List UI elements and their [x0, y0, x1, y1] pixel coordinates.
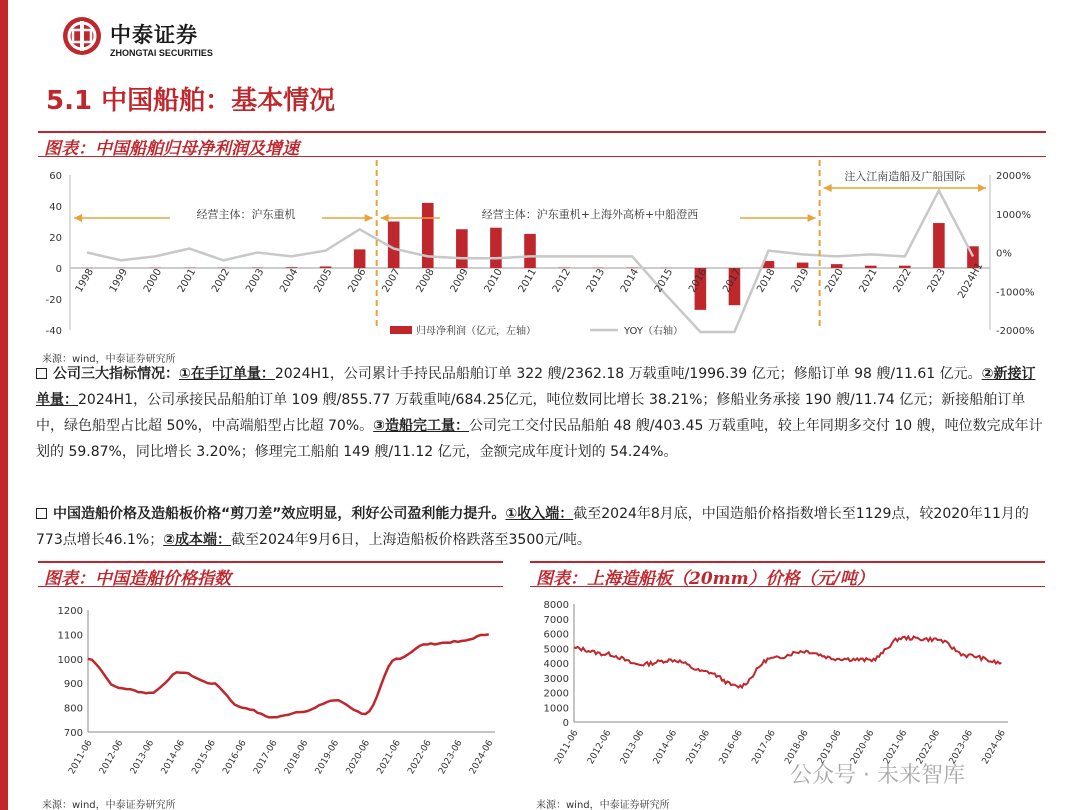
x-tick-label: 1999	[107, 266, 131, 295]
x-tick-label: 2022-06	[914, 728, 943, 767]
x-tick-label: 2013	[584, 266, 608, 295]
checkbox-icon	[36, 368, 47, 379]
x-tick-label: 2013-06	[618, 728, 647, 767]
p1-t1: 2024H1，公司累计手持民品船舶订单 322 艘/2362.18 万载重吨/1996.39 亿元；修船订单 98 艘/11.61 亿元。	[274, 366, 982, 382]
x-tick-label: 2020-06	[344, 738, 373, 777]
left-tick-label: 0	[55, 264, 62, 275]
x-tick-label: 2019-06	[816, 728, 844, 767]
x-tick-label: 2021-06	[881, 728, 910, 767]
x-tick-label: 2021	[857, 266, 880, 295]
y-tick-label: 1000	[543, 703, 569, 715]
p1-head: 公司三大指标情况：	[53, 366, 179, 382]
profit-bar	[524, 234, 536, 268]
x-tick-label: 2020-06	[849, 728, 877, 767]
x-tick-label: 2023-06	[437, 738, 465, 777]
x-tick-label: 2006	[346, 266, 369, 295]
p2-t2: 截至2024年9月6日，上海造船板价格跌落至3500元/吨。	[231, 532, 591, 548]
x-tick-label: 2009	[448, 266, 471, 295]
arrow-head	[365, 214, 373, 222]
x-tick-label: 1998	[73, 266, 96, 295]
profit-bar	[933, 223, 945, 268]
x-tick-label: 2012	[550, 266, 574, 295]
x-tick-label: 2020	[823, 266, 846, 295]
x-tick-label: 2014	[618, 266, 642, 295]
arrow-head	[808, 214, 816, 222]
p1-u1: ①在手订单量：	[179, 366, 275, 382]
x-tick-label: 2008	[414, 266, 437, 295]
legend-line-label: YOY（右轴）	[624, 326, 683, 337]
x-tick-label: 2001	[175, 266, 199, 295]
x-tick-label: 2018-06	[783, 728, 811, 767]
x-tick-label: 2012-06	[97, 738, 126, 777]
x-tick-label: 2010	[482, 266, 505, 295]
profit-bar	[422, 203, 434, 268]
profit-bar	[797, 263, 809, 268]
x-tick-label: 2018	[755, 266, 778, 295]
p1-t3: 公司完工交付民品船舶 48 艘/403.45 万载重吨，较上年同期多交付 10 艘，吨位数完成年计划的 59.87%，同比增长 3.20%；修理完工船舶 149 艘/11.12 亿元，金额完成年度计划的 54.24%。	[36, 418, 1043, 460]
y-tick-label: 2000	[543, 688, 569, 700]
x-tick-label: 2004	[278, 266, 301, 295]
profit-bar	[490, 228, 502, 268]
y-tick-label: 700	[63, 728, 83, 739]
right-tick-label: 1000%	[996, 209, 1031, 221]
y-tick-label: 800	[63, 703, 83, 715]
x-tick-label: 2017-06	[252, 738, 280, 777]
x-tick-label: 2017-06	[750, 728, 778, 767]
x-tick-label: 2018-06	[282, 738, 311, 777]
zhongtai-logo-icon	[62, 16, 102, 56]
x-tick-label: 2012-06	[586, 728, 614, 767]
p2-u1: ①收入端：	[505, 506, 574, 522]
p2-head: 中国造船价格及造船板价格“剪刀差”效应明显，利好公司盈利能力提升。	[53, 506, 506, 522]
chart2-source: 来源：wind，中泰证券研究所	[42, 800, 176, 810]
left-tick-label: 60	[49, 171, 62, 182]
x-tick-label: 2007	[380, 266, 403, 295]
x-tick-label: 2016	[687, 266, 710, 295]
x-tick-label: 2015	[653, 266, 676, 295]
x-tick-label: 2023-06	[947, 728, 976, 767]
x-tick-label: 2019	[789, 266, 812, 295]
x-tick-label: 2015-06	[684, 728, 713, 767]
page-title: 5.1 中国船舶：基本情况	[46, 86, 336, 116]
right-tick-label: -1000%	[996, 287, 1035, 299]
x-tick-label: 2024-06	[467, 738, 496, 777]
y-tick-label: 0	[562, 718, 569, 729]
paragraph-scissors-effect	[36, 501, 1046, 553]
x-tick-label: 2023	[925, 266, 948, 295]
x-tick-label: 2014-06	[159, 738, 188, 777]
arrow-head	[381, 214, 389, 222]
right-tick-label: 2000%	[996, 171, 1031, 182]
arrow-head	[978, 184, 986, 192]
x-tick-label: 2024-06	[980, 728, 1009, 767]
profit-bar	[456, 229, 468, 268]
right-tick-label: -2000%	[996, 326, 1035, 337]
left-tick-label: 40	[49, 202, 62, 213]
shipbuilding-price-index-chart	[40, 600, 510, 800]
chart1-header	[38, 131, 1046, 157]
chart2-header	[38, 561, 503, 587]
annot-period-3: 注入江南造船及广船国际	[844, 170, 966, 183]
y-tick-label: 1200	[57, 606, 83, 617]
x-tick-label: 2017	[721, 266, 744, 295]
x-tick-label: 2000	[141, 266, 165, 295]
logo-cn-text: 中泰证券	[110, 23, 198, 47]
annot-period-2: 经营主体：沪东重机+上海外高桥+中船澄西	[481, 208, 699, 221]
x-tick-label: 2003	[244, 266, 267, 295]
right-tick-label: 0%	[996, 248, 1012, 260]
chart1-source: 来源：wind，中泰证券研究所	[42, 354, 176, 365]
y-tick-label: 3000	[543, 673, 569, 685]
annot-period-1: 经营主体：沪东重机	[196, 208, 296, 221]
x-tick-label: 2002	[210, 266, 233, 295]
x-tick-label: 2013-06	[128, 738, 157, 777]
x-tick-label: 2019-06	[313, 738, 342, 777]
left-tick-label: 20	[49, 233, 62, 244]
chart3-title: 图表：上海造船板（20mm）价格（元/吨）	[536, 569, 874, 589]
x-tick-label: 2015-06	[190, 738, 218, 777]
left-accent-bar	[0, 0, 8, 810]
chart3-source: 来源：wind，中泰证券研究所	[536, 800, 670, 810]
arrow-head	[74, 214, 82, 222]
chart2-title: 图表：中国造船价格指数	[44, 569, 231, 589]
y-tick-label: 1000	[57, 654, 83, 666]
profit-bar	[388, 222, 400, 269]
x-tick-label: 2022	[891, 266, 914, 295]
legend-bar-label: 归母净利润（亿元，左轴）	[416, 326, 536, 337]
plate-price-line	[574, 637, 1001, 688]
company-logo	[62, 16, 222, 62]
y-tick-label: 7000	[543, 614, 569, 626]
y-tick-label: 1100	[57, 630, 83, 642]
chart1-title: 图表：中国船舶归母净利润及增速	[44, 139, 299, 159]
p1-u3: ③造船完工量：	[373, 418, 469, 434]
left-tick-label: -40	[45, 326, 62, 337]
y-tick-label: 4000	[543, 659, 569, 670]
profit-bar	[354, 249, 366, 268]
x-tick-label: 2024H1	[956, 260, 986, 301]
x-tick-label: 2011-06	[67, 738, 95, 777]
chart3-header	[530, 561, 1045, 587]
y-tick-label: 5000	[543, 644, 569, 656]
x-tick-label: 2011	[516, 266, 539, 295]
net-profit-chart	[30, 160, 1080, 350]
p1-t2: 2024H1，公司承接民品船舶订单 109 艘/855.77 万载重吨/684.25亿元，吨位数同比增长 38.21%；修船业务承接 190 艘/11.74 亿元；新接船舶订单中，绿色船型占比超 50%，中高端船型占比超 70%。	[36, 392, 1026, 434]
legend-bar-swatch	[390, 326, 412, 334]
x-tick-label: 2016-06	[717, 728, 745, 767]
arrow-head	[824, 184, 832, 192]
x-tick-label: 2011-06	[553, 728, 581, 767]
p1-u2: ②新接订单量：	[36, 366, 1036, 408]
y-tick-label: 8000	[543, 600, 569, 611]
paragraph-three-indicators	[36, 361, 1046, 465]
x-tick-label: 2022-06	[406, 738, 434, 777]
logo-en-text: ZHONGTAI SECURITIES	[110, 48, 213, 58]
p2-u2: ②成本端：	[163, 532, 232, 548]
y-tick-label: 6000	[543, 629, 569, 641]
x-tick-label: 2014-06	[651, 728, 680, 767]
x-tick-label: 2016-06	[221, 738, 249, 777]
p2-t1: 截至2024年8月底，中国造船价格指数增长至1129点，较2020年11月的773点增长46.1%；	[36, 506, 1029, 548]
left-tick-label: -20	[45, 295, 62, 306]
x-tick-label: 2021-06	[375, 738, 403, 777]
checkbox-icon	[36, 508, 47, 519]
watermark: 公众号 · 未来智库	[790, 763, 965, 788]
y-tick-label: 900	[63, 679, 83, 691]
price-index-line	[88, 634, 489, 717]
x-tick-label: 2005	[312, 266, 335, 295]
